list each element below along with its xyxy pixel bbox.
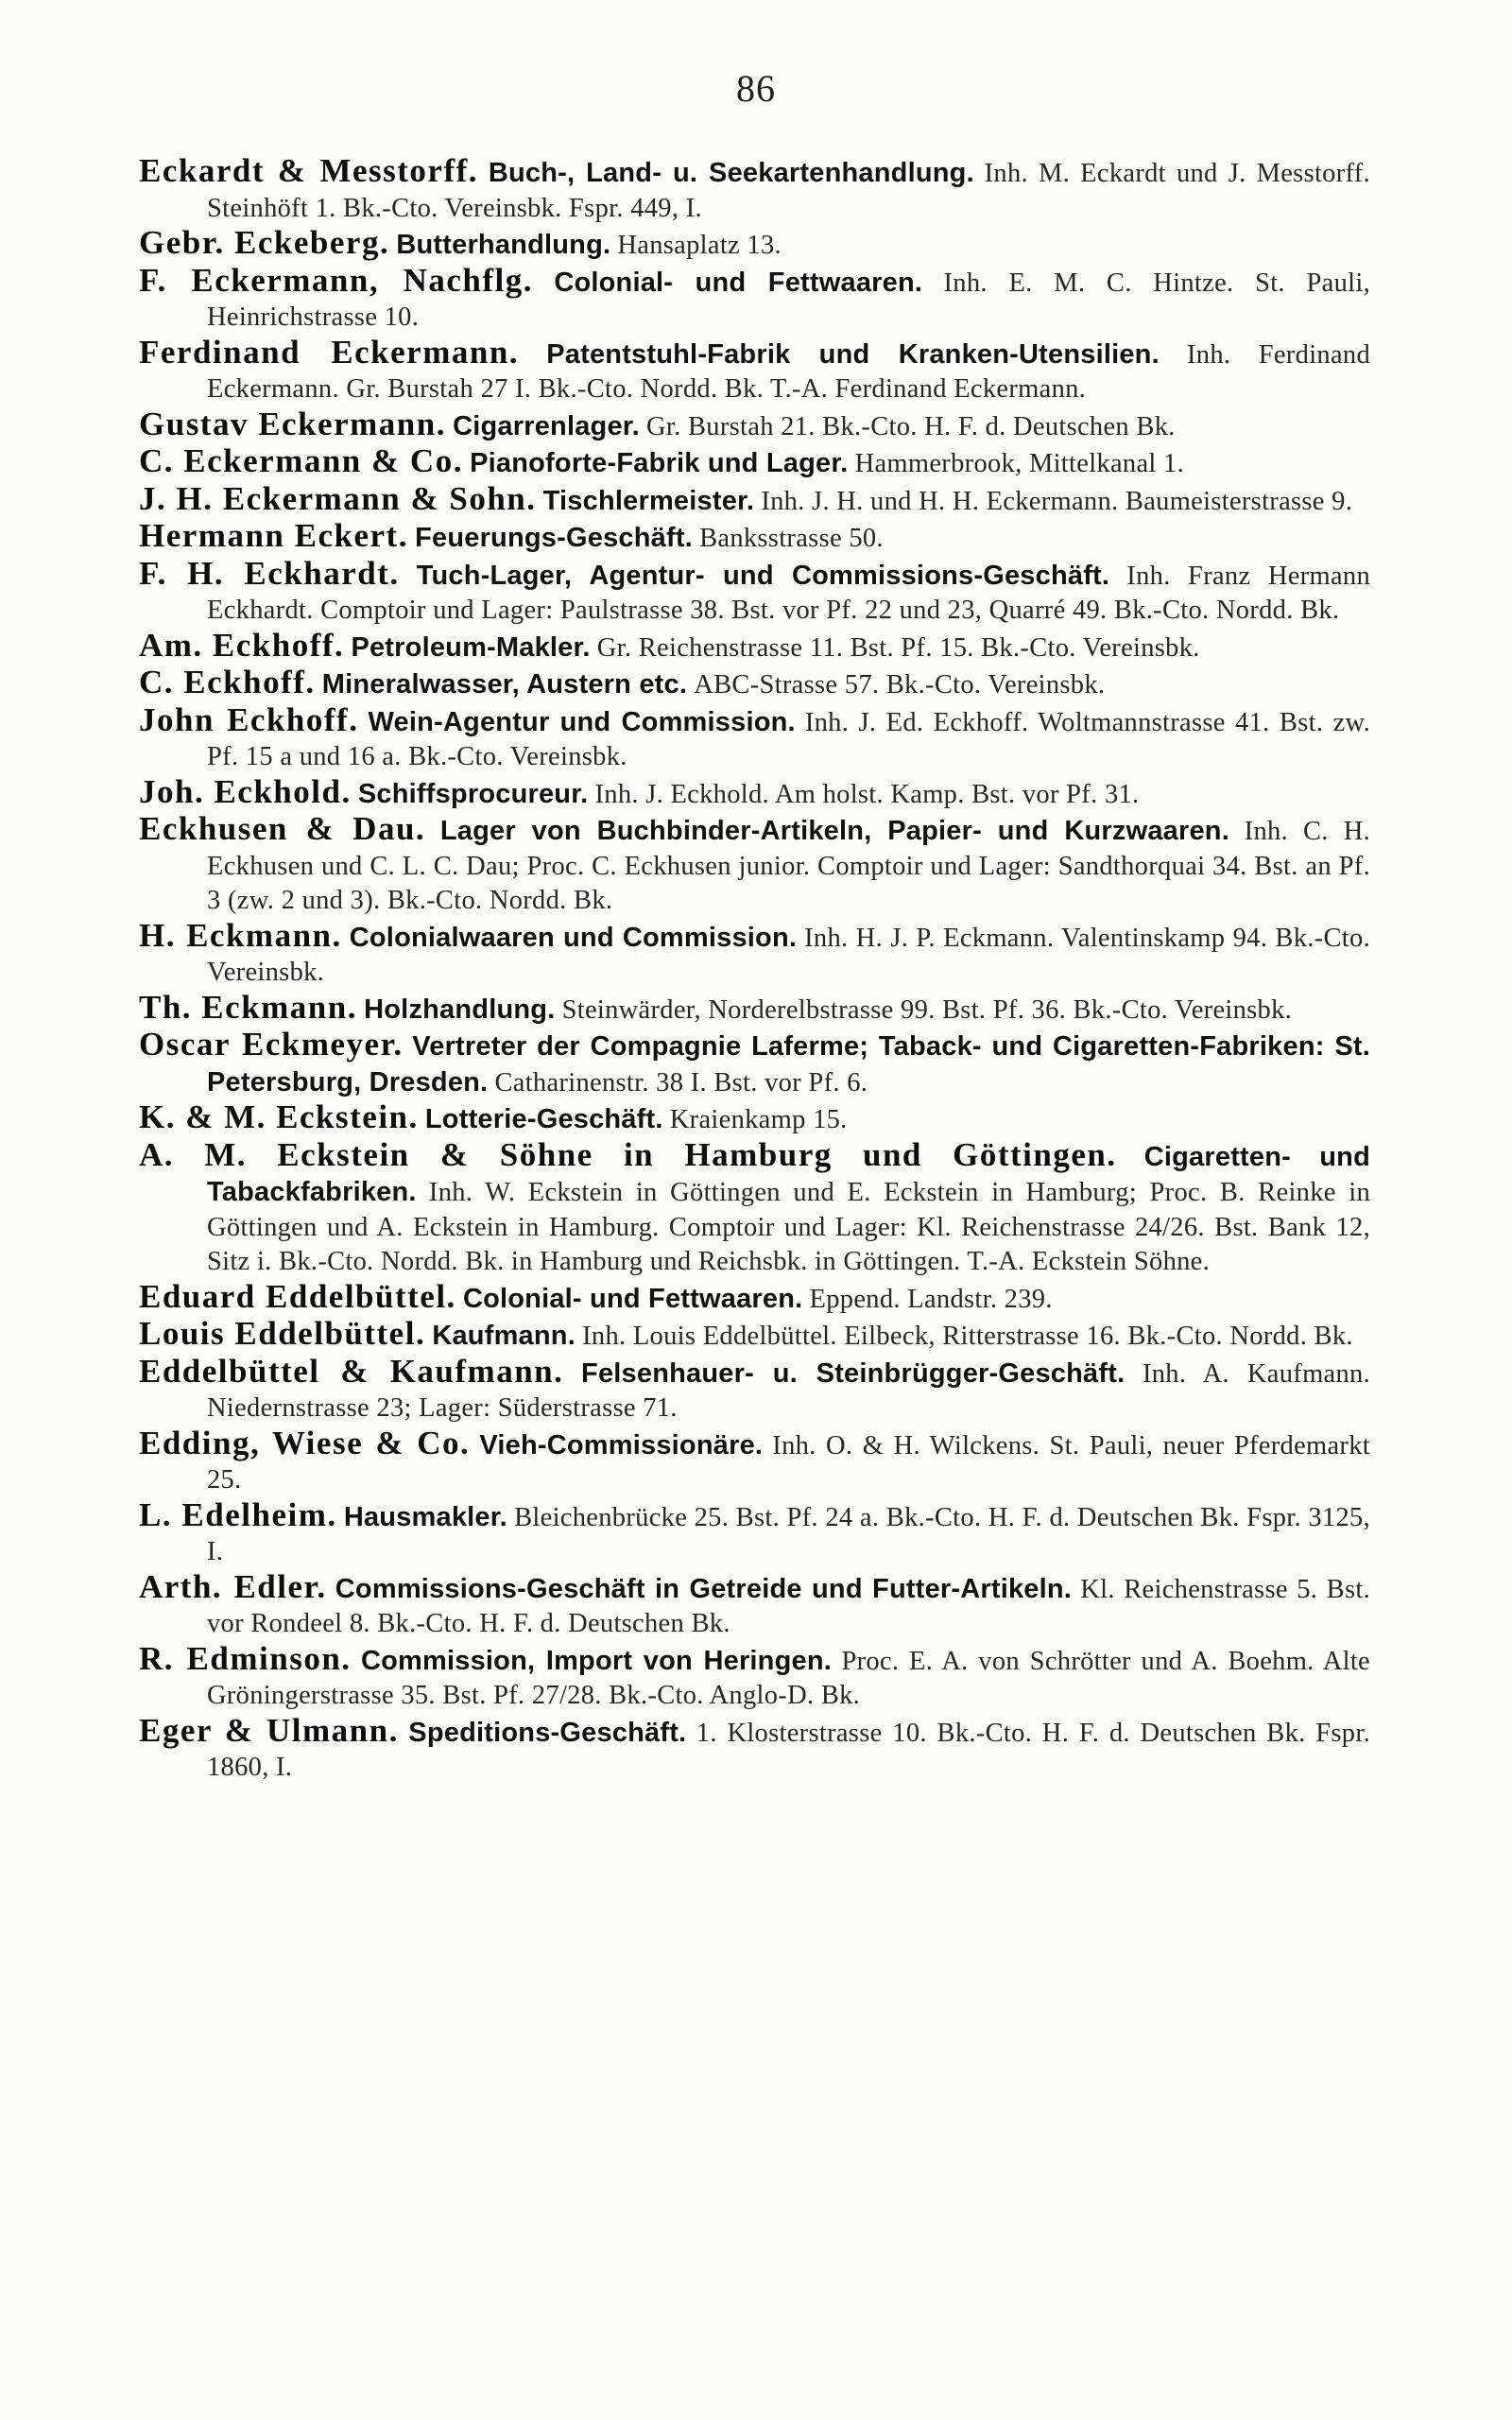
firm-details: Hammerbrook, Mittelkanal 1. bbox=[854, 449, 1185, 478]
firm-name: Arth. Edler. bbox=[139, 1567, 327, 1605]
firm-trade: Holzhandlung. bbox=[364, 994, 556, 1025]
firm-trade: Cigarrenlager. bbox=[453, 410, 640, 441]
firm-details: Inh. E. M. C. Hintze. St. Pauli, Heinrichstrasse 10. bbox=[207, 268, 1370, 332]
firm-details: Steinwärder, Norderelbstrasse 99. Bst. Pf. 36. Bk.-Cto. Vereinsbk. bbox=[561, 994, 1293, 1025]
directory-entry bbox=[139, 407, 1370, 445]
firm-details: Inh. J. Ed. Eckhoff. Woltmannstrasse 41. Bst. zw. Pf. 15 a und 16 a. Bk.-Cto. Vereinsbk. bbox=[207, 707, 1370, 771]
directory-entry bbox=[139, 916, 1370, 991]
firm-details: Inh. H. J. P. Eckmann. Valentinskamp 94. Bk.-Cto. Vereinsbk. bbox=[207, 923, 1370, 987]
firm-details: Inh. M. Eckardt und J. Messtorff. Steinhöft 1. Bk.-Cto. Vereinsbk. Fspr. 449, I. bbox=[207, 159, 1371, 223]
firm-name: Gustav Eckermann. bbox=[139, 405, 446, 442]
firm-trade: Lotterie-Geschäft. bbox=[424, 1104, 663, 1134]
firm-details: 1. Klosterstrasse 10. Bk.-Cto. H. F. d. Deutschen Bk. Fspr. 1860, I. bbox=[207, 1718, 1370, 1782]
directory-entry bbox=[139, 1711, 1370, 1786]
firm-name: Edding, Wiese & Co. bbox=[139, 1424, 471, 1461]
firm-trade: Butterhandlung. bbox=[396, 230, 611, 260]
directory-entry bbox=[139, 988, 1370, 1028]
firm-trade: Cigaretten- und Tabackfabriken. bbox=[207, 1141, 1370, 1207]
firm-trade: Commissions-Geschäft in Getreide und Futter-Artikeln. bbox=[335, 1573, 1073, 1604]
firm-name: Hermann Eckert. bbox=[139, 517, 408, 554]
directory-entry bbox=[139, 700, 1370, 775]
directory-entry bbox=[139, 1639, 1371, 1714]
directory-entry bbox=[139, 444, 1370, 482]
firm-name: Oscar Eckmeyer. bbox=[139, 1026, 404, 1063]
firm-name: J. H. Eckermann & Sohn. bbox=[139, 479, 537, 517]
directory-entry bbox=[139, 626, 1370, 666]
firm-name: F. Eckermann, Nachflg. bbox=[139, 261, 533, 299]
firm-name: Eger & Ulmann. bbox=[139, 1711, 399, 1749]
firm-trade: Kaufmann. bbox=[432, 1321, 576, 1351]
firm-trade: Hausmakler. bbox=[343, 1501, 507, 1532]
directory-entry bbox=[139, 666, 1370, 703]
firm-name: F. H. Eckhardt. bbox=[139, 554, 400, 592]
firm-name: Ferdinand Eckermann. bbox=[139, 333, 520, 371]
firm-name: Eckardt & Messtorff. bbox=[139, 152, 479, 189]
firm-name: K. & M. Eckstein. bbox=[139, 1098, 419, 1135]
firm-trade: Wein-Agentur und Commission. bbox=[368, 706, 796, 737]
directory-entry bbox=[139, 333, 1371, 407]
firm-details: Inh. W. Eckstein in Göttingen und E. Eckstein in Hamburg; Proc. B. Reinke in Göttingen und A. Eckstein in Hamburg. Comptoir und Lager: Kl. Reichenstrasse 24/26. Bst. Bank 12, Sitz i. Bk.-Cto. Nordd. Bk. in Hamburg und Reichsbk. in Göttingen. T.-A. Eckstein Söhne. bbox=[207, 1178, 1371, 1276]
directory-entry bbox=[139, 479, 1370, 520]
firm-trade: Pianoforte-Fabrik und Lager. bbox=[470, 448, 849, 478]
firm-trade: Vieh-Commissionäre. bbox=[479, 1429, 764, 1461]
firm-name: Eddelbüttel & Kaufmann. bbox=[139, 1352, 564, 1390]
directory-entry bbox=[139, 1100, 1370, 1138]
firm-details: Gr. Reichenstrasse 11. Bst. Pf. 15. Bk.-Cto. Vereinsbk. bbox=[596, 632, 1200, 663]
firm-details: Inh. Louis Eddelbüttel. Eilbeck, Ritterstrasse 16. Bk.-Cto. Nordd. Bk. bbox=[582, 1322, 1353, 1351]
firm-trade: Speditions-Geschäft. bbox=[408, 1717, 687, 1748]
firm-trade: Lager von Buchbinder-Artikeln, Papier- und Kurzwaaren. bbox=[439, 816, 1229, 846]
firm-details: Hansaplatz 13. bbox=[617, 231, 782, 260]
firm-details: ABC-Strasse 57. Bk.-Cto. Vereinsbk. bbox=[694, 670, 1106, 700]
firm-details: Inh. A. Kaufmann. Niedernstrasse 23; Lager: Süderstrasse 71. bbox=[207, 1358, 1371, 1423]
firm-name: H. Eckmann. bbox=[139, 916, 342, 954]
firm-trade: Patentstuhl-Fabrik und Kranken-Utensilien. bbox=[546, 338, 1160, 370]
firm-details: Inh. Ferdinand Eckermann. Gr. Burstah 27 I. Bk.-Cto. Nordd. Bk. T.-A. Ferdinand Eckermann. bbox=[207, 339, 1371, 404]
firm-trade: Tischlermeister. bbox=[542, 485, 755, 516]
firm-trade: Buch-, Land- u. Seekartenhandlung. bbox=[488, 158, 974, 188]
directory-entry bbox=[139, 1277, 1370, 1318]
firm-details: Inh. J. H. und H. H. Eckermann. Baumeisterstrasse 9. bbox=[761, 486, 1353, 516]
firm-trade: Colonial- und Fettwaaren. bbox=[554, 267, 923, 298]
page-number: 86 bbox=[736, 67, 776, 110]
firm-name: Eckhusen & Dau. bbox=[139, 810, 426, 847]
directory-entries bbox=[139, 154, 1370, 1786]
directory-entry bbox=[139, 261, 1370, 336]
firm-name: John Eckhoff. bbox=[139, 700, 359, 738]
firm-trade: Felsenhauer- u. Steinbrügger-Geschäft. bbox=[581, 1357, 1125, 1389]
firm-trade: Feuerungs-Geschäft. bbox=[415, 523, 693, 553]
firm-details: Proc. E. A. von Schrötter und A. Boehm. Alte Gröningerstrasse 35. Bst. Pf. 27/28. Bk.-Cto. Anglo-D. Bk. bbox=[207, 1646, 1371, 1710]
directory-entry bbox=[139, 1352, 1371, 1426]
firm-details: Banksstrasse 50. bbox=[699, 524, 884, 553]
directory-entry bbox=[139, 226, 1370, 264]
firm-name: C. Eckhoff. bbox=[139, 664, 316, 700]
firm-trade: Colonial- und Fettwaaren. bbox=[462, 1283, 803, 1314]
firm-trade: Colonialwaaren und Commission. bbox=[349, 922, 798, 953]
firm-name: Louis Eddelbüttel. bbox=[139, 1315, 426, 1352]
firm-name: Th. Eckmann. bbox=[139, 988, 357, 1026]
firm-name: L. Edelheim. bbox=[139, 1495, 337, 1533]
directory-entry bbox=[139, 1028, 1370, 1100]
directory-entry bbox=[139, 812, 1370, 919]
firm-name: C. Eckermann & Co. bbox=[139, 442, 463, 479]
firm-trade: Schiffsprocureur. bbox=[357, 778, 589, 809]
firm-details: Inh. C. H. Eckhusen und C. L. C. Dau; Proc. C. Eckhusen junior. Comptoir und Lager: Sandthorquai 34. Bst. an Pf. 3 (zw. 2 und 3). Bk.-Cto. Nordd. Bk. bbox=[207, 817, 1370, 915]
directory-entry bbox=[139, 154, 1370, 226]
firm-details: Gr. Burstah 21. Bk.-Cto. H. F. d. Deutschen Bk. bbox=[646, 411, 1176, 441]
firm-details: Kraienkamp 15. bbox=[669, 1105, 848, 1134]
firm-trade: Tuch-Lager, Agentur- und Commissions-Geschäft. bbox=[416, 560, 1110, 591]
directory-entry bbox=[139, 1317, 1370, 1355]
firm-trade: Commission, Import von Heringen. bbox=[360, 1645, 833, 1676]
firm-details: Kl. Reichenstrasse 5. Bst. vor Rondeel 8. Bk.-Cto. H. F. d. Deutschen Bk. bbox=[207, 1574, 1371, 1638]
firm-name: Joh. Eckhold. bbox=[139, 772, 352, 810]
firm-name: Eduard Eddelbüttel. bbox=[139, 1277, 456, 1315]
firm-details: Bleichenbrücke 25. Bst. Pf. 24 a. Bk.-Cto. H. F. d. Deutschen Bk. Fspr. 3125, I. bbox=[207, 1502, 1371, 1566]
firm-trade: Petroleum-Makler. bbox=[351, 631, 591, 663]
firm-details: Eppend. Landstr. 239. bbox=[809, 1284, 1053, 1314]
firm-trade: Mineralwasser, Austern etc. bbox=[321, 669, 688, 700]
directory-entry bbox=[139, 519, 1370, 557]
directory-entry bbox=[139, 1495, 1371, 1570]
firm-name: A. M. Eckstein & Söhne in Hamburg und Göttingen. bbox=[139, 1135, 1117, 1173]
firm-name: Am. Eckhoff. bbox=[139, 626, 345, 664]
firm-details: Inh. J. Eckhold. Am holst. Kamp. Bst. vor Pf. 31. bbox=[594, 779, 1140, 809]
firm-details: Catharinenstr. 38 I. Bst. vor Pf. 6. bbox=[494, 1067, 868, 1098]
directory-entry bbox=[139, 1567, 1371, 1642]
directory-entry bbox=[139, 772, 1370, 813]
firm-name: Gebr. Eckeberg. bbox=[139, 224, 390, 261]
firm-trade: Vertreter der Compagnie Laferme; Taback- und Cigaretten-Fabriken: St. Petersburg, Dresden. bbox=[207, 1031, 1370, 1098]
firm-details: Inh. Franz Hermann Eckhardt. Comptoir und Lager: Paulstrasse 38. Bst. vor Pf. 22 und 23, Quarré 49. Bk.-Cto. Nordd. Bk. bbox=[207, 561, 1370, 625]
directory-entry bbox=[139, 1426, 1370, 1498]
firm-name: R. Edminson. bbox=[139, 1639, 352, 1677]
directory-entry bbox=[139, 1135, 1371, 1280]
directory-entry bbox=[139, 554, 1370, 629]
firm-details: Inh. O. & H. Wilckens. St. Pauli, neuer Pferdemarkt 25. bbox=[207, 1430, 1370, 1495]
